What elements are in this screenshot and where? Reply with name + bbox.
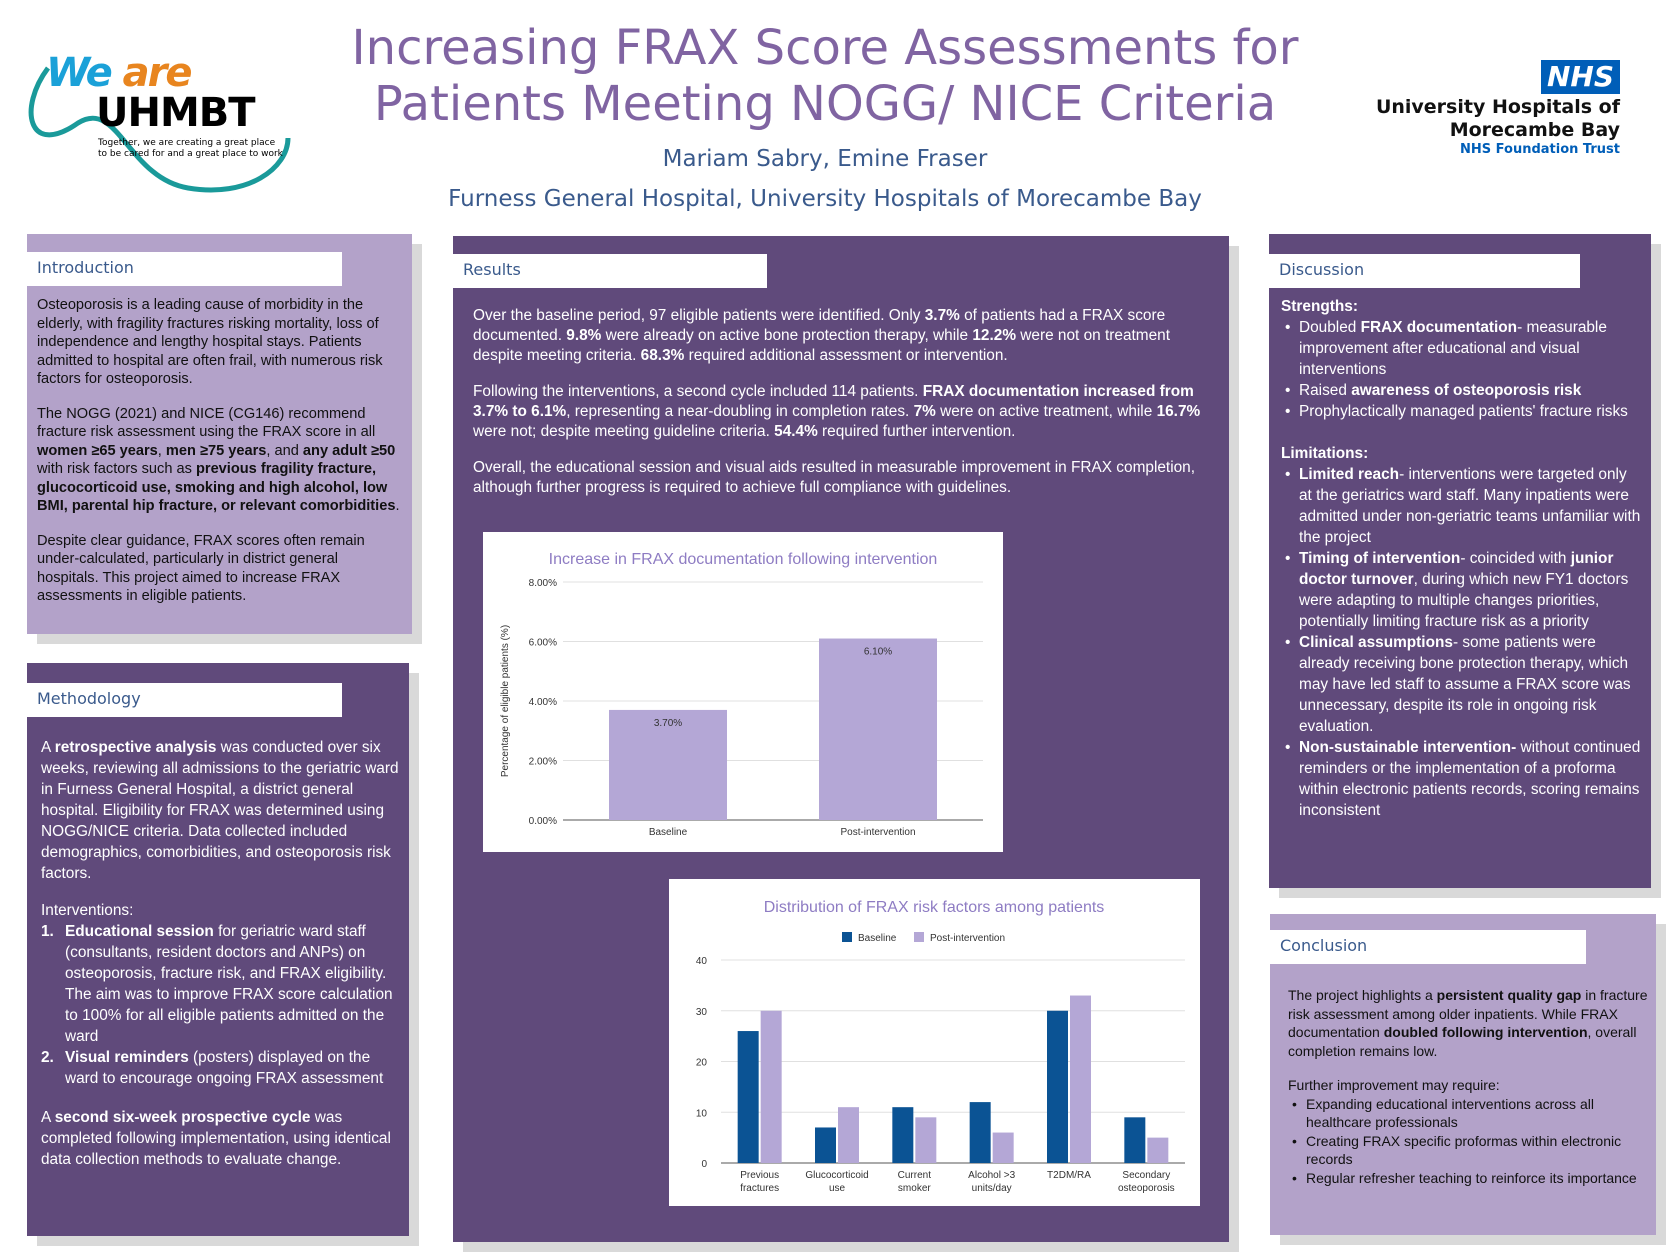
text: Creating FRAX specific proformas within electronic records [1306, 1132, 1622, 1167]
bold-text: FRAX documentation [1360, 319, 1518, 336]
discussion-panel [1269, 234, 1651, 888]
text: , during which new FY1 doctors were adapting to multiple changes priorities, potentially limiting fracture risk as a priority [1299, 571, 1629, 630]
bar-baseline [738, 1031, 759, 1163]
x-tick-label: smoker [897, 1183, 931, 1194]
nhs-trust-line1: University Hospitals of [1375, 96, 1620, 118]
x-tick-label: Glucocorticoid [805, 1170, 869, 1181]
conclusion-text [1288, 986, 1648, 1187]
y-tick-label: 4.00% [528, 697, 557, 708]
nhs-badge: NHS [1541, 60, 1620, 94]
legend-label: Post-intervention [930, 933, 1006, 944]
bar-baseline [815, 1127, 836, 1163]
legend-label: Baseline [858, 933, 897, 944]
interventions-list [41, 921, 401, 1089]
discussion-text [1281, 296, 1643, 821]
list-item [1288, 1095, 1648, 1132]
bold-text: Educational session [65, 923, 214, 940]
bar-baseline [1124, 1117, 1145, 1163]
list-item [1288, 1132, 1648, 1169]
bold-text: awareness of osteoporosis risk [1351, 382, 1582, 399]
text: Raised [1299, 382, 1352, 399]
bold-text: retrospective analysis [54, 739, 217, 756]
text: Following the interventions, a second cycle included 114 patients. [473, 383, 923, 400]
bar-post-intervention [993, 1133, 1014, 1163]
text: . [395, 498, 400, 514]
bar-post-intervention [1070, 996, 1091, 1163]
legend-swatch [914, 932, 924, 942]
y-axis-label: Percentage of eligible patients (%) [500, 624, 511, 778]
logo-tagline-2: to be cared for and a great place to work [98, 149, 283, 159]
chart-title: Distribution of FRAX risk factors among patients [763, 899, 1105, 916]
bold-text: Non-sustainable intervention- [1299, 739, 1517, 756]
risk-factor-chart [669, 879, 1200, 1206]
bar-post-intervention [838, 1107, 859, 1163]
introduction-panel [27, 234, 412, 634]
text: (posters) displayed on the ward to encourage ongoing FRAX assessment [65, 1049, 384, 1087]
intro-paragraph [37, 532, 402, 606]
results-paragraph [473, 382, 1213, 442]
logo-we: We [46, 50, 111, 96]
bold-text: women ≥65 years [37, 442, 158, 459]
x-tick-label: use [828, 1183, 846, 1194]
text: in fracture risk assessment among older inpatients. While FRAX documentation [1288, 987, 1648, 1040]
item-number: 1. [41, 923, 54, 940]
text: - some patients were already receiving bone protection therapy, which may have led staff to assume a FRAX score was unnecessary, despite its role in ongoing risk evaluation. [1299, 634, 1631, 735]
y-tick-label: 10 [695, 1108, 707, 1120]
text: A [41, 739, 55, 756]
y-tick-label: 20 [695, 1057, 707, 1069]
logo-are: are [110, 50, 191, 96]
y-tick-label: 30 [695, 1006, 707, 1018]
bold-text: Timing of intervention [1299, 550, 1461, 567]
authors: Mariam Sabry, Emine Fraser [662, 146, 988, 172]
logo-tagline-1: Together, we are creating a great place [98, 138, 276, 148]
conclusion-heading: Conclusion [1270, 930, 1586, 964]
bar-baseline [970, 1102, 991, 1163]
bold-text: 7% [913, 403, 936, 420]
limitations-list [1281, 464, 1643, 821]
text: A [41, 1109, 55, 1126]
intro-paragraph [37, 296, 402, 389]
text: The project highlights a [1288, 987, 1437, 1003]
text: Regular refresher teaching to reinforce its importance [1306, 1169, 1637, 1186]
text: , and [266, 442, 303, 459]
x-tick-label: Alcohol >3 [968, 1170, 1016, 1181]
affiliation: Furness General Hospital, University Hospitals of Morecambe Bay [448, 186, 1202, 212]
text: Despite clear guidance, FRAX scores often remain under-calculated, particularly in district general hospitals. This project aimed to increase FRAX assessments in eligible patients. [37, 532, 365, 604]
text: were not on treatment despite meeting criteria. [473, 327, 1171, 364]
introduction-text [37, 296, 402, 622]
list-item [1288, 1169, 1648, 1188]
further-label: Further improvement may require: [1288, 1077, 1500, 1093]
x-tick-label: Current [897, 1170, 932, 1181]
text: was completed following implementation, using identical data collection methods to evaluate change. [41, 1109, 391, 1168]
methodology-paragraph [41, 1107, 401, 1170]
bold-text: junior doctor turnover [1299, 550, 1614, 588]
bold-text: 3.7% [924, 307, 960, 324]
text: without continued reminders or the implementation of a proforma within electronic patients records, scoring remains inconsistent [1299, 739, 1641, 819]
text: Osteoporosis is a leading cause of morbidity in the elderly, with fragility fractures risking mortality, loss of independence and lengthy hospital stays. Patients admitted to hospital are often frail, with numerous risk factors for osteoporosis. [37, 297, 383, 387]
results-heading: Results [453, 254, 767, 288]
bold-text: men ≥75 years [165, 442, 267, 459]
y-tick-label: 8.00% [528, 578, 557, 589]
list-item [1281, 380, 1643, 401]
text: Over the baseline period, 97 eligible patients were identified. Only [473, 307, 925, 324]
y-tick-label: 6.00% [528, 637, 557, 649]
strengths-list [1281, 317, 1643, 422]
title-line-2: Patients Meeting NOGG/ NICE Criteria [373, 76, 1277, 132]
y-tick-label: 40 [695, 956, 707, 967]
text: Overall, the educational session and visual aids resulted in measurable improvement in FRAX completion, although further progress is required to achieve full compliance with guidelines. [473, 459, 1196, 496]
text: , representing a near-doubling in completion rates. [566, 403, 914, 420]
interventions-label: Interventions: [41, 902, 134, 919]
nhs-trust-line3: NHS Foundation Trust [1460, 142, 1620, 157]
bold-text: 12.2% [972, 327, 1017, 344]
text: were not; despite meeting guideline criteria. [473, 423, 775, 440]
text: for geriatric ward staff (consultants, resident doctors and ANPs) on osteoporosis, fracture risk, and FRAX eligibility. The aim was to improve FRAX score calculation to 100% for all eligible patients admitted on the ward [65, 923, 393, 1045]
bar-value-label: 6.10% [863, 646, 893, 658]
introduction-heading: Introduction [27, 252, 342, 286]
y-tick-label: 0 [701, 1159, 707, 1170]
intervention-item [41, 921, 401, 1047]
x-tick-label: units/day [971, 1183, 1012, 1194]
text: - measurable improvement after educational and visual interventions [1299, 319, 1607, 378]
x-tick-label: osteoporosis [1117, 1183, 1175, 1194]
bar-baseline [1047, 1011, 1068, 1163]
bold-text: persistent quality gap [1436, 987, 1582, 1003]
logo-uhmbt: UHMBT [96, 90, 255, 136]
discussion-heading: Discussion [1269, 254, 1580, 288]
bold-text: previous fragility fracture, glucocorticoid use, smoking and high alcohol, low BMI, parental hip fracture, or relevant comorbidities [37, 461, 396, 514]
limitations-label: Limitations: [1281, 445, 1369, 462]
text: were on active treatment, while [935, 403, 1157, 420]
text: with risk factors such as [37, 461, 196, 477]
text: Doubled [1299, 319, 1361, 336]
conclusion-panel [1270, 914, 1656, 1235]
list-item [1281, 464, 1643, 548]
list-item [1281, 401, 1643, 422]
results-text [473, 306, 1213, 514]
x-tick-label: Post-intervention [840, 827, 916, 838]
bold-text: FRAX documentation increased from 3.7% to 6.1% [473, 383, 1194, 420]
text: required further intervention. [817, 423, 1016, 440]
results-paragraph [473, 458, 1213, 498]
bold-text: Clinical assumptions [1299, 634, 1453, 651]
bold-text: any adult ≥50 [302, 442, 396, 459]
list-item [1281, 317, 1643, 380]
intervention-item [41, 1047, 401, 1089]
intro-paragraph [37, 405, 402, 516]
bold-text: doubled following intervention [1383, 1024, 1588, 1040]
item-number: 2. [41, 1049, 54, 1066]
x-tick-label: T2DM/RA [1047, 1170, 1091, 1181]
uhmbt-logo [18, 48, 293, 193]
x-tick-label: fractures [740, 1183, 780, 1194]
text: The NOGG (2021) and NICE (CG146) recommend fracture risk assessment using the FRAX score in all [37, 405, 376, 440]
text: Prophylactically managed patients' fracture risks [1299, 403, 1628, 420]
methodology-paragraph [41, 737, 401, 884]
x-tick-label: Secondary [1122, 1170, 1171, 1181]
bold-text: 54.4% [774, 423, 818, 440]
poster-title [300, 20, 1350, 132]
methodology-heading: Methodology [27, 683, 342, 717]
results-paragraph [473, 306, 1213, 366]
text: were already on active bone protection therapy, while [601, 327, 973, 344]
x-tick-label: Baseline [648, 827, 688, 838]
text: Expanding educational interventions across all healthcare professionals [1306, 1095, 1594, 1130]
chart-title: Increase in FRAX documentation following intervention [548, 551, 938, 568]
bar-baseline [892, 1107, 913, 1163]
conclusion-list [1288, 1095, 1648, 1188]
bold-text: 68.3% [640, 347, 685, 364]
bold-text: Limited reach [1299, 466, 1400, 483]
bar-value-label: 3.70% [653, 717, 683, 729]
bar-post-intervention [761, 1011, 782, 1163]
list-item [1281, 737, 1643, 821]
legend-swatch [842, 932, 852, 942]
y-tick-label: 2.00% [528, 756, 557, 768]
text: was conducted over six weeks, reviewing all admissions to the geriatric ward in Furness General Hospital, a district general hospital. Eligibility for FRAX was determined using NOGG/NICE criteria. Data collected included demographics, comorbidities, and osteoporosis risk factors. [41, 739, 399, 882]
bar-post-intervention [1147, 1138, 1168, 1163]
nhs-trust-line2: Morecambe Bay [1449, 119, 1620, 141]
methodology-panel [27, 663, 409, 1236]
text: - coincided with [1460, 550, 1571, 567]
bar [819, 639, 937, 820]
bold-text: Visual reminders [65, 1049, 189, 1066]
title-line-1: Increasing FRAX Score Assessments for [351, 20, 1299, 76]
bold-text: 9.8% [566, 327, 602, 344]
methodology-text [41, 737, 401, 1186]
list-item [1281, 548, 1643, 632]
y-tick-label: 0.00% [528, 816, 557, 827]
text: required additional assessment or intervention. [684, 347, 1008, 364]
text: , [157, 442, 166, 459]
text: - interventions were targeted only at the geriatrics ward staff. Many inpatients were admitted under non-geriatric teams unfamiliar with the project [1299, 466, 1641, 546]
conclusion-paragraph [1288, 986, 1648, 1060]
frax-documentation-chart [483, 532, 1003, 852]
list-item [1281, 632, 1643, 737]
text: , overall completion remains low. [1288, 1024, 1637, 1059]
bar-post-intervention [915, 1117, 936, 1163]
bold-text: 16.7% [1156, 403, 1201, 420]
nhs-logo [1370, 60, 1620, 157]
strengths-label: Strengths: [1281, 298, 1358, 315]
bold-text: second six-week prospective cycle [54, 1109, 311, 1126]
x-tick-label: Previous [740, 1170, 780, 1181]
text: of patients had a FRAX score documented. [473, 307, 1166, 344]
